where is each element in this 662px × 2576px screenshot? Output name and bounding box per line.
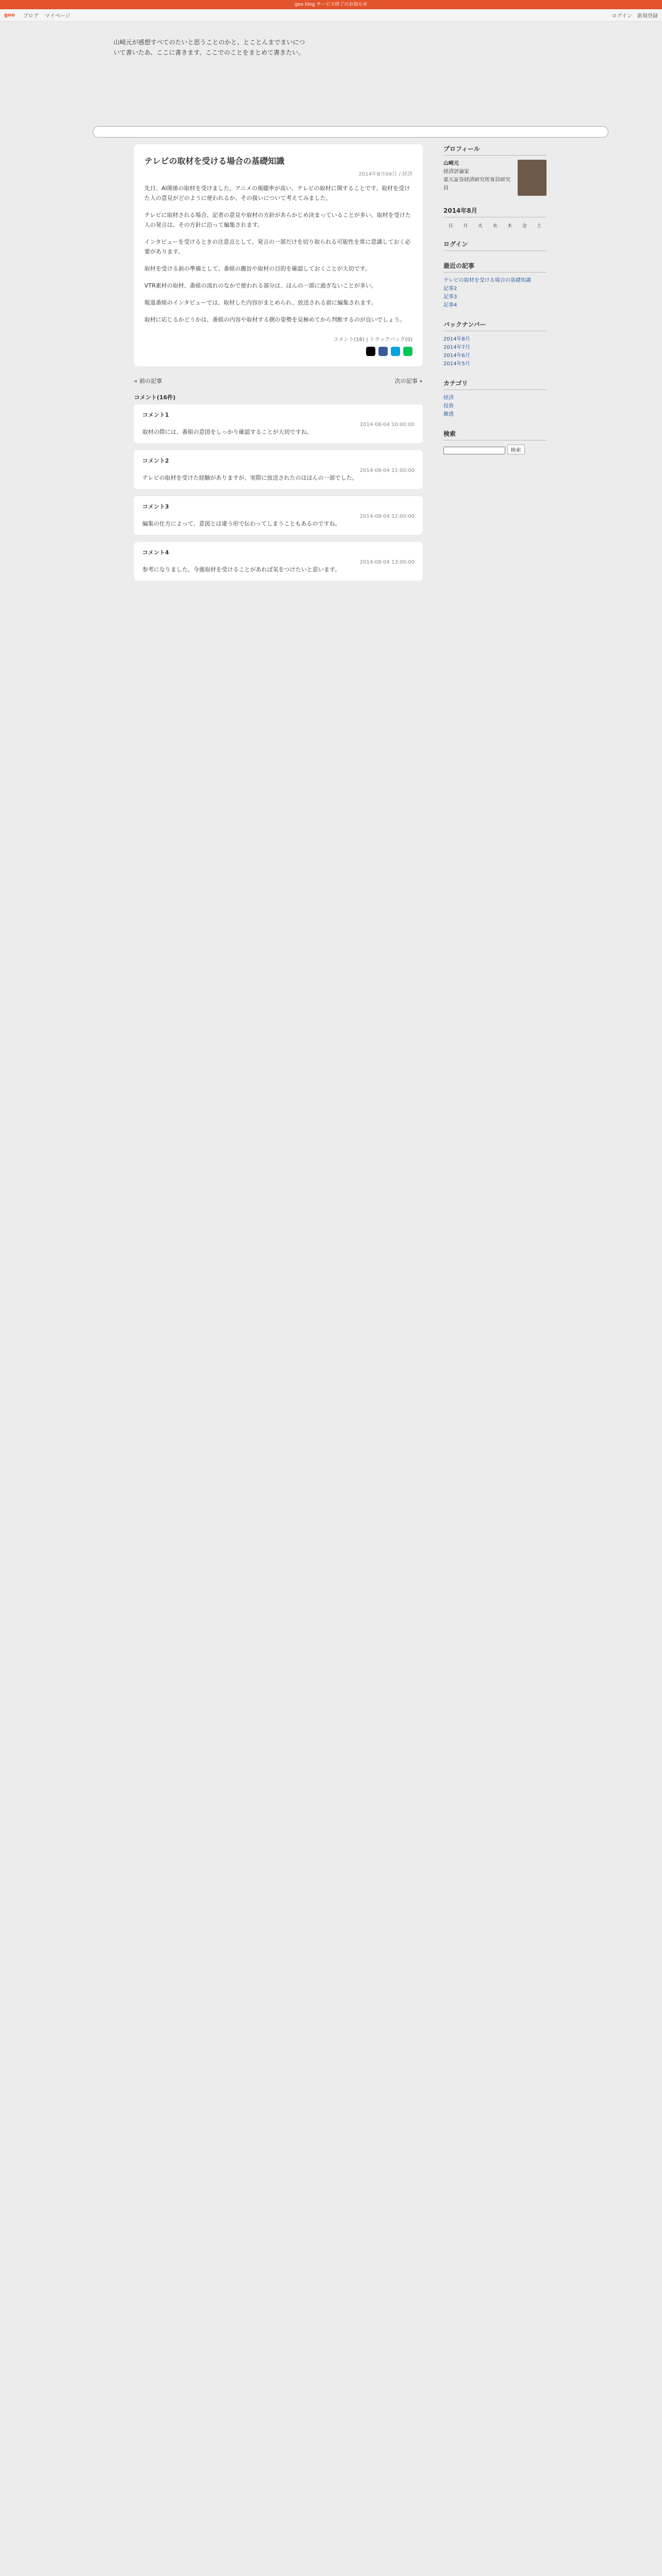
comment-item — [134, 542, 423, 581]
comment-time: 2014-08-04 11:00:00 — [359, 468, 415, 473]
entry-paragraph: 取材を受ける前の準備として、番組の趣旨や取材の目的を確認しておくことが大切です。 — [144, 265, 371, 272]
archive-link[interactable]: 2014年8月 — [443, 336, 470, 342]
archive-heading: バックナンバー — [443, 320, 547, 331]
entry-paragraph: VTR素材の取材、番組の流れのなかで使われる部分は、ほんの一部に過ぎないことが多い。 — [144, 282, 377, 289]
entry-paragraph: テレビに取材される場合、記者の意見や取材の方針があらかじめ決まっていることが多い。取材を受けた人の発言は、その方針に沿って編集されます。 — [144, 212, 411, 228]
category-link[interactable]: 経済 — [443, 395, 454, 401]
recent-box — [443, 261, 547, 310]
share-buttons — [144, 347, 412, 356]
archive-box — [443, 320, 547, 368]
comment-author: コメント2 — [142, 457, 169, 464]
recent-link[interactable]: 記事3 — [443, 294, 457, 300]
archive-link[interactable]: 2014年6月 — [443, 353, 470, 359]
category-link[interactable]: 雑感 — [443, 412, 454, 417]
recent-link[interactable]: 記事4 — [443, 302, 457, 308]
recent-link[interactable]: 記事2 — [443, 286, 457, 292]
category-link[interactable]: 投資 — [443, 403, 454, 409]
cal-dayname: 火 — [477, 224, 483, 229]
comment-item — [134, 404, 423, 443]
signup-link[interactable]: 新規登録 — [637, 13, 658, 19]
comment-body: 取材の際には、番組の意図をしっかり確認することが大切ですね。 — [142, 429, 312, 435]
recent-heading: 最近の記事 — [443, 261, 547, 273]
sidebar-search-button[interactable]: 検索 — [507, 445, 525, 454]
category-box — [443, 379, 547, 419]
profile-name[interactable]: 山崎元 — [443, 161, 459, 166]
calendar-table — [443, 222, 547, 229]
comment-body: 参考になりました。今後取材を受けることがあれば気をつけたいと思います。 — [142, 566, 341, 573]
archive-link[interactable]: 2014年5月 — [443, 361, 470, 367]
cal-dayname: 土 — [537, 224, 542, 229]
hatena-share-icon[interactable] — [391, 347, 400, 356]
next-entry-link[interactable]: 次の記事 » — [394, 378, 423, 384]
calendar-box — [443, 206, 547, 229]
cal-dayname: 木 — [507, 224, 512, 229]
recent-link[interactable]: テレビの取材を受ける場合の基礎知識 — [443, 278, 531, 283]
cal-dayname: 金 — [522, 224, 527, 229]
avatar — [518, 160, 547, 196]
entry-paragraph: 取材に応じるかどうかは、番組の内容や取材する側の姿勢を見極めてから判断するのが良いでしょう。 — [144, 316, 405, 323]
comment-time: 2014-08-04 13:00:00 — [359, 560, 415, 565]
nav-mypage[interactable]: マイページ — [44, 13, 71, 19]
sidebar-search-input[interactable] — [443, 447, 505, 454]
comments-heading: コメント(16件) — [134, 394, 176, 401]
entry-date: 2014年8月04日 / 経済 — [358, 172, 412, 177]
entry-pager — [134, 377, 423, 385]
main-column — [134, 144, 423, 588]
comment-body: 編集の仕方によって、意図とは違う形で伝わってしまうこともあるのですね。 — [142, 520, 341, 527]
cal-dayname: 月 — [463, 224, 468, 229]
login-box — [443, 240, 547, 251]
prev-entry-link[interactable]: « 前の記事 — [134, 378, 162, 384]
sidebar — [443, 144, 547, 465]
comment-item — [134, 450, 423, 489]
announcement-bar[interactable]: goo blog サービス終了のお知らせ — [0, 0, 662, 9]
x-share-icon[interactable] — [366, 347, 375, 356]
cal-dayname: 水 — [492, 224, 498, 229]
profile-heading: プロフィール — [443, 144, 547, 156]
comment-body: テレビの取材を受けた経験がありますが、実際に放送されたのはほんの一部でした。 — [142, 474, 358, 481]
blog-title[interactable]: 山崎元が感想すべてのたいと思うことのかと、とことんまでまいについて書いたあ、ここに書きます、ここでのことをまとめて書きたい。 — [113, 39, 305, 56]
top-nav — [0, 9, 662, 22]
search-box — [443, 429, 547, 454]
comment-author: コメント1 — [142, 412, 169, 418]
top-bar — [0, 0, 662, 22]
login-heading[interactable]: ログイン — [443, 240, 547, 251]
profile-line: 経済評論家 — [443, 169, 469, 175]
cal-dayname: 日 — [448, 224, 453, 229]
blog-entry — [134, 144, 423, 366]
goo-logo[interactable]: goo — [4, 12, 15, 18]
comment-author: コメント4 — [142, 549, 169, 556]
entry-paragraph: インタビューを受けるときの注意点として、発言の一部だけを切り取られる可能性を常に意識しておく必要があります。 — [144, 239, 411, 255]
comment-time: 2014-08-04 10:00:00 — [359, 422, 415, 428]
nav-blog[interactable]: ブログ — [23, 13, 39, 19]
facebook-share-icon[interactable] — [378, 347, 388, 356]
profile-line: 楽天証券経済研究所客員研究員 — [443, 177, 510, 191]
calendar-heading: 2014年8月 — [443, 206, 547, 217]
entry-footer[interactable]: コメント(16) | トラックバック(0) — [333, 337, 412, 343]
header-search-bar[interactable] — [93, 126, 608, 138]
blog-header — [93, 31, 547, 113]
entry-title[interactable]: テレビの取材を受ける場合の基礎知識 — [144, 156, 285, 166]
line-share-icon[interactable] — [403, 347, 412, 356]
login-link[interactable]: ログイン — [611, 13, 632, 19]
category-heading: カテゴリ — [443, 379, 547, 390]
entry-paragraph: 報道番組のインタビューでは、取材した内容がまとめられ、放送される前に編集されます。 — [144, 299, 377, 306]
entry-paragraph: 先日、AI関係の取材を受けました。アニメの視聴率が高い、テレビの取材に関することです。取材を受けた人の意見がどのように使われるか、その扱いについて考えてみました。 — [144, 185, 410, 201]
profile-box — [443, 144, 547, 196]
comment-item — [134, 496, 423, 535]
search-heading: 検索 — [443, 429, 547, 440]
comment-author: コメント3 — [142, 503, 169, 510]
archive-link[interactable]: 2014年7月 — [443, 345, 470, 350]
comment-time: 2014-08-04 12:00:00 — [359, 514, 415, 519]
